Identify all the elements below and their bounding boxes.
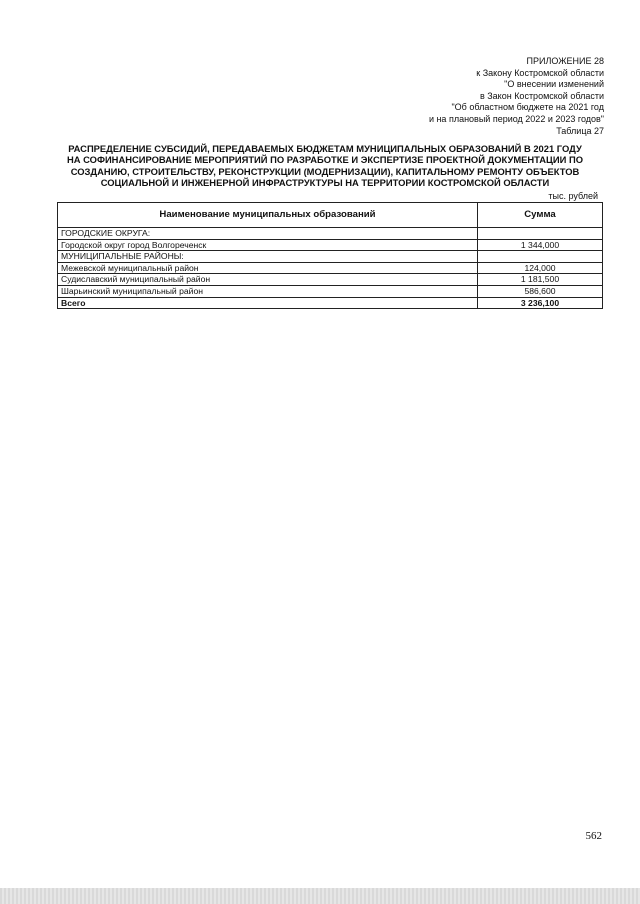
table-row: [58, 239, 603, 251]
row-value: [478, 251, 603, 263]
row-name: Судиславский муниципальный район: [58, 274, 478, 286]
row-name: Шарьинский муниципальный район: [58, 285, 478, 297]
header-line: "Об областном бюджете на 2021 год: [451, 102, 604, 113]
document-title: [48, 143, 602, 189]
header-line: ПРИЛОЖЕНИЕ 28: [526, 56, 604, 66]
total-row: [58, 297, 603, 309]
title-line: СОЦИАЛЬНОЙ И ИНЖЕНЕРНОЙ ИНФРАСТРУКТУРЫ НА ТЕРРИТОРИИ КОСТРОМСКОЙ ОБЛАСТИ: [100, 177, 550, 189]
row-name: Городской округ город Волгореченск: [58, 239, 478, 251]
title-line: РАСПРЕДЕЛЕНИЕ СУБСИДИЙ, ПЕРЕДАВАЕМЫХ БЮДЖЕТАМ МУНИЦИПАЛЬНЫХ ОБРАЗОВАНИЙ В 2021 ГОДУ: [68, 143, 582, 154]
header-line: к Закону Костромской области: [476, 67, 604, 78]
row-value: 124,000: [478, 262, 603, 274]
page-number: 562: [585, 830, 602, 842]
column-header-sum: Сумма: [478, 203, 603, 228]
row-value: [478, 228, 603, 240]
scan-edge-strip: [0, 888, 640, 904]
total-value: 3 236,100: [478, 297, 603, 309]
appendix-header: [304, 56, 604, 137]
table-row: [58, 285, 603, 297]
column-header-name: Наименование муниципальных образований: [58, 203, 478, 228]
row-value: 1 181,500: [478, 274, 603, 286]
header-line: и на плановый период 2022 и 2023 годов": [428, 113, 604, 124]
header-line: "О внесении изменений: [504, 79, 604, 90]
row-value: 586,600: [478, 285, 603, 297]
title-line: НА СОФИНАНСИРОВАНИЕ МЕРОПРИЯТИЙ ПО РАЗРАБОТКЕ И ЭКСПЕРТИЗЕ ПРОЕКТНОЙ ДОКУМЕНТАЦИИ ПО: [66, 154, 584, 166]
unit-label: тыс. рублей: [548, 191, 598, 201]
table-row: [58, 262, 603, 274]
table-label: Таблица 27: [556, 125, 604, 136]
table-header-row: [58, 203, 603, 228]
table-row: [58, 274, 603, 286]
table-row: [58, 228, 603, 240]
row-value: 1 344,000: [478, 239, 603, 251]
row-name: Межевской муниципальный район: [58, 262, 478, 274]
table-row: [58, 251, 603, 263]
row-name: МУНИЦИПАЛЬНЫЕ РАЙОНЫ:: [58, 251, 478, 263]
total-name: Всего: [58, 297, 478, 309]
header-line: в Закон Костромской области: [479, 90, 604, 101]
row-name: ГОРОДСКИЕ ОКРУГА:: [58, 228, 478, 240]
subsidy-table: [57, 202, 603, 309]
title-line: СОЗДАНИЮ, СТРОИТЕЛЬСТВУ, РЕКОНСТРУКЦИИ (МОДЕРНИЗАЦИИ), КАПИТАЛЬНОМУ РЕМОНТУ ОБЪЕКТОВ: [70, 165, 580, 177]
